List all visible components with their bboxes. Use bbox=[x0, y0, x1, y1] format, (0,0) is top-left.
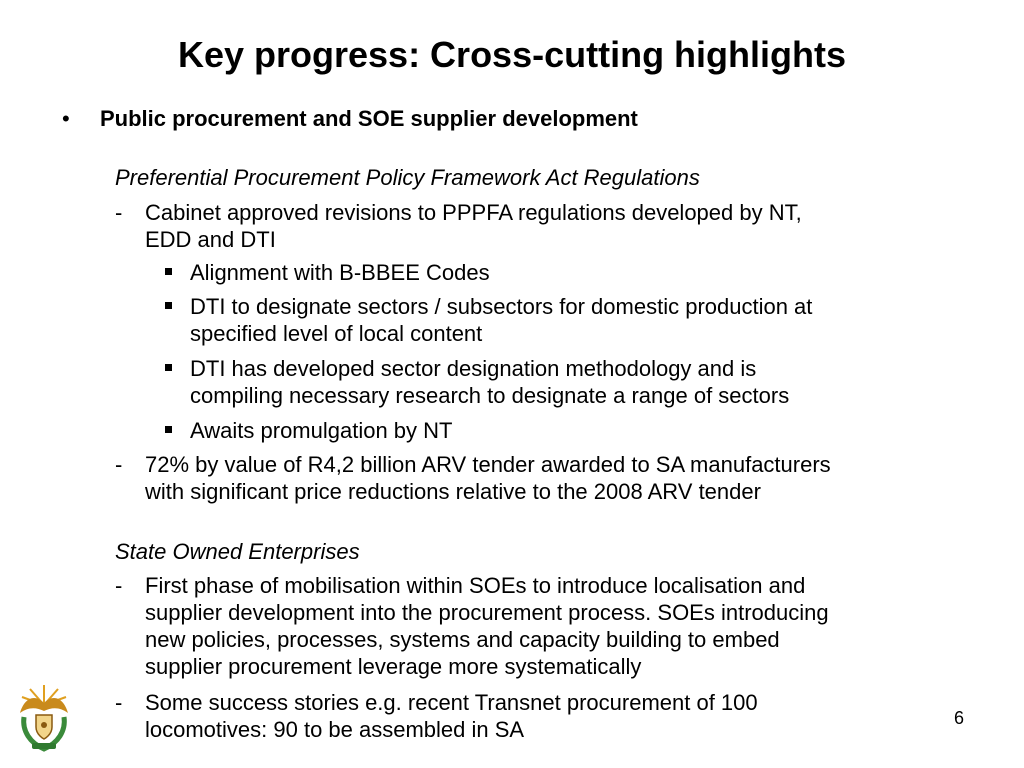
bullet-marker: • bbox=[62, 106, 70, 131]
dash-marker: - bbox=[115, 200, 123, 225]
page-number: 6 bbox=[953, 708, 964, 728]
subitem-text: compiling necessary research to designate a range of sectors bbox=[190, 383, 790, 408]
item-text: supplier procurement leverage more systematically bbox=[145, 654, 642, 679]
coat-of-arms-icon bbox=[16, 683, 72, 753]
square-bullet-icon bbox=[165, 426, 172, 433]
item-text: 72% by value of R4,2 billion ARV tender awarded to SA manufacturers bbox=[145, 452, 831, 477]
subitem-text: DTI has developed sector designation methodology and is bbox=[190, 356, 757, 381]
dash-marker: - bbox=[115, 573, 123, 598]
subsection-title-pppfa: Preferential Procurement Policy Framework Act Regulations bbox=[115, 165, 700, 190]
subitem-text: DTI to designate sectors / subsectors for domestic production at bbox=[190, 294, 813, 319]
item-text: new policies, processes, systems and capacity building to embed bbox=[145, 627, 780, 652]
slide-title: Key progress: Cross-cutting highlights bbox=[177, 34, 847, 75]
subitem-text: Awaits promulgation by NT bbox=[190, 418, 453, 443]
section-heading: Public procurement and SOE supplier development bbox=[100, 106, 638, 131]
item-text: Some success stories e.g. recent Transnet procurement of 100 bbox=[145, 690, 758, 715]
dash-marker: - bbox=[115, 690, 123, 715]
item-text: Cabinet approved revisions to PPPFA regulations developed by NT, bbox=[145, 200, 802, 225]
item-text: locomotives: 90 to be assembled in SA bbox=[145, 717, 525, 742]
item-text: supplier development into the procurement process. SOEs introducing bbox=[145, 600, 829, 625]
square-bullet-icon bbox=[165, 302, 172, 309]
square-bullet-icon bbox=[165, 364, 172, 371]
subitem-text: Alignment with B-BBEE Codes bbox=[190, 260, 490, 285]
subitem-text: specified level of local content bbox=[190, 321, 483, 346]
subsection-title-soe: State Owned Enterprises bbox=[115, 539, 360, 564]
item-text: with significant price reductions relative to the 2008 ARV tender bbox=[145, 479, 761, 504]
item-text: EDD and DTI bbox=[145, 227, 276, 252]
square-bullet-icon bbox=[165, 268, 172, 275]
dash-marker: - bbox=[115, 452, 123, 477]
item-text: First phase of mobilisation within SOEs to introduce localisation and bbox=[145, 573, 806, 598]
